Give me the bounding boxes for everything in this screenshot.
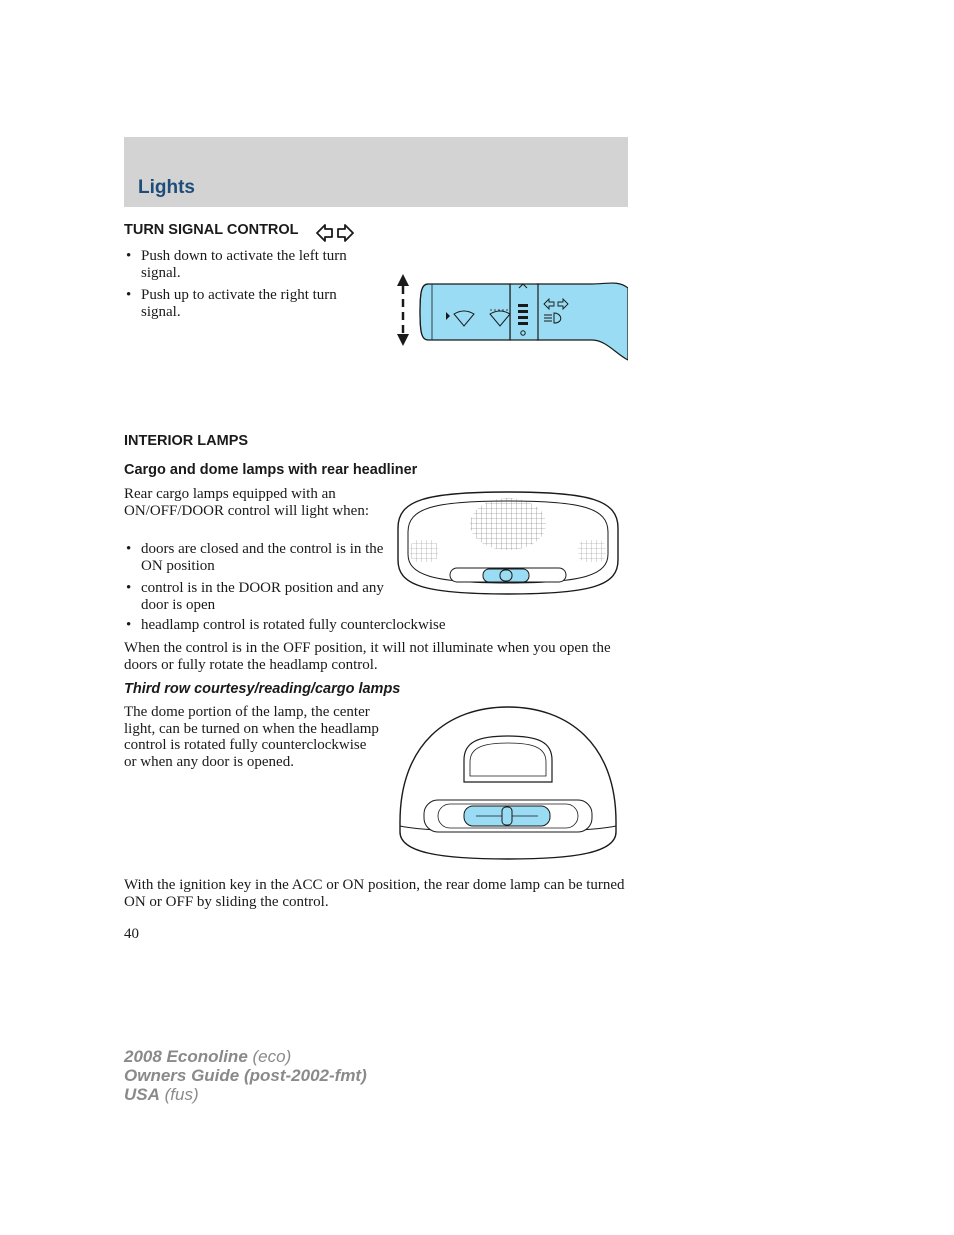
cargo-lamps-subheading: Cargo and dome lamps with rear headliner xyxy=(124,462,418,478)
footer-model: 2008 Econoline xyxy=(124,1047,248,1066)
page-number: 40 xyxy=(124,926,139,942)
cargo-bullet-list xyxy=(124,541,384,619)
cargo-bullet-list-wide xyxy=(124,617,624,640)
section-title: Lights xyxy=(138,177,195,198)
turn-signal-lever-illustration xyxy=(392,270,628,362)
footer-guide: Owners Guide (post-2002-fmt) xyxy=(124,1066,367,1085)
third-row-subheading: Third row courtesy/reading/cargo lamps xyxy=(124,681,401,697)
turn-signal-heading xyxy=(124,222,299,238)
footer-market-line xyxy=(124,1085,199,1104)
turn-signal-arrows-icon xyxy=(316,223,354,243)
footer-market-code: (fus) xyxy=(164,1085,199,1104)
cargo-intro-text: Rear cargo lamps equipped with an ON/OFF/DOOR control will light when: xyxy=(124,486,370,519)
turn-signal-bullet-list xyxy=(124,248,379,326)
list-item: • doors are closed and the control is in the ON position xyxy=(124,541,384,574)
third-row-lamp-illustration xyxy=(398,704,618,862)
footer-model-line xyxy=(124,1047,291,1066)
third-row-closing-text: With the ignition key in the ACC or ON position, the rear dome lamp can be turned ON or OFF by sliding the control. xyxy=(124,877,625,910)
third-row-text: The dome portion of the lamp, the center light, can be turned on when the headlamp control is rotated fully counterclockwise or when any door is opened. xyxy=(124,704,379,770)
list-item: • control is in the DOOR position and any door is open xyxy=(124,580,384,613)
footer-model-code: (eco) xyxy=(252,1047,292,1066)
list-item: • headlamp control is rotated fully counterclockwise xyxy=(124,617,624,634)
footer-market: USA xyxy=(124,1085,160,1104)
cargo-note-text: When the control is in the OFF position, it will not illuminate when you open the doors or fully rotate the headlamp control. xyxy=(124,640,611,673)
interior-lamps-heading: INTERIOR LAMPS xyxy=(124,433,249,449)
section-header-band xyxy=(124,137,628,207)
turn-signal-heading-text: TURN SIGNAL CONTROL xyxy=(124,222,299,238)
footer-guide-line xyxy=(124,1066,367,1085)
list-item: • Push down to activate the left turn signal. xyxy=(124,248,379,281)
cargo-dome-lamp-illustration xyxy=(386,488,630,598)
list-item: • Push up to activate the right turn signal. xyxy=(124,287,379,320)
